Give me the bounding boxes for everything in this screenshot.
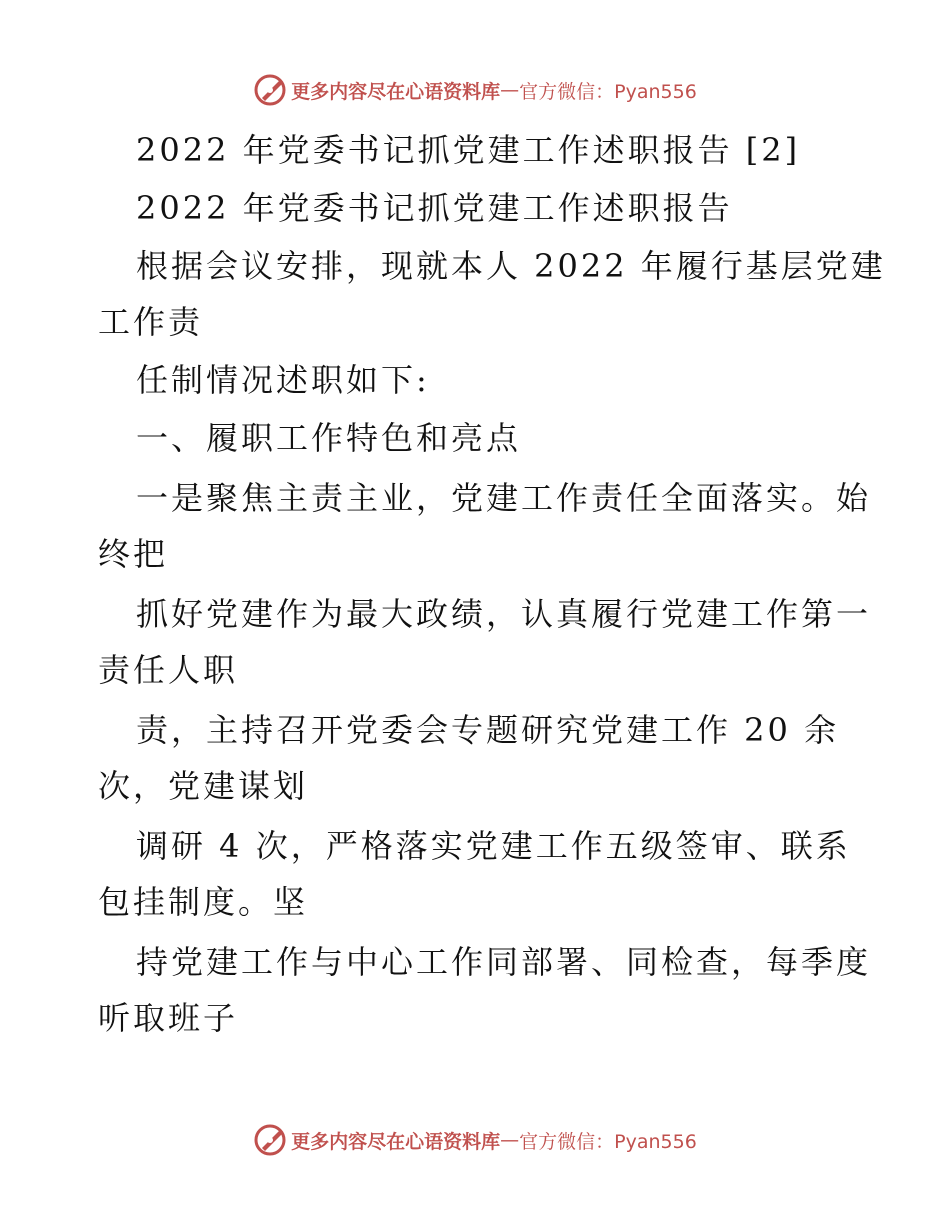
watermark-text-main: 更多内容尽在心语资料库 [291,80,501,103]
paragraph-line: 责任人职 [98,651,239,689]
pen-logo-icon [253,1122,289,1158]
paragraph-line: 持党建工作与中心工作同部署、同检查，每季度 [136,943,872,981]
paragraph-line: 包挂制度。坚 [98,883,309,921]
watermark-text-contact: 官方微信：Pyan556 [519,80,697,103]
document-subtitle: 2022 年党委书记抓党建工作述职报告 [136,189,733,227]
paragraph-line: 终把 [98,535,169,573]
paragraph-line: 抓好党建作为最大政绩，认真履行党建工作第一 [136,595,872,633]
paragraph-line: 次，党建谋划 [98,767,309,805]
paragraph-line: 调研 4 次，严格落实党建工作五级签审、联系 [136,827,851,865]
paragraph-line: 工作责 [98,303,204,341]
section-heading: 一、履职工作特色和亮点 [136,419,522,457]
watermark-separator: — [500,79,520,101]
header-watermark [0,70,950,110]
pen-logo-icon [253,72,289,108]
watermark-text-main: 更多内容尽在心语资料库 [291,1130,501,1153]
footer-watermark [0,1120,950,1160]
paragraph-line: 根据会议安排，现就本人 2022 年履行基层党建 [136,247,886,285]
paragraph-line: 一是聚焦主责主业，党建工作责任全面落实。始 [136,479,872,517]
paragraph-line: 听取班子 [98,999,239,1037]
watermark-text-contact: 官方微信：Pyan556 [519,1130,697,1153]
paragraph-line: 任制情况述职如下: [136,361,430,399]
document-title: 2022 年党委书记抓党建工作述职报告 [2] [136,131,801,169]
paragraph-line: 责，主持召开党委会专题研究党建工作 20 余 [136,711,840,749]
watermark-separator: — [500,1129,520,1151]
